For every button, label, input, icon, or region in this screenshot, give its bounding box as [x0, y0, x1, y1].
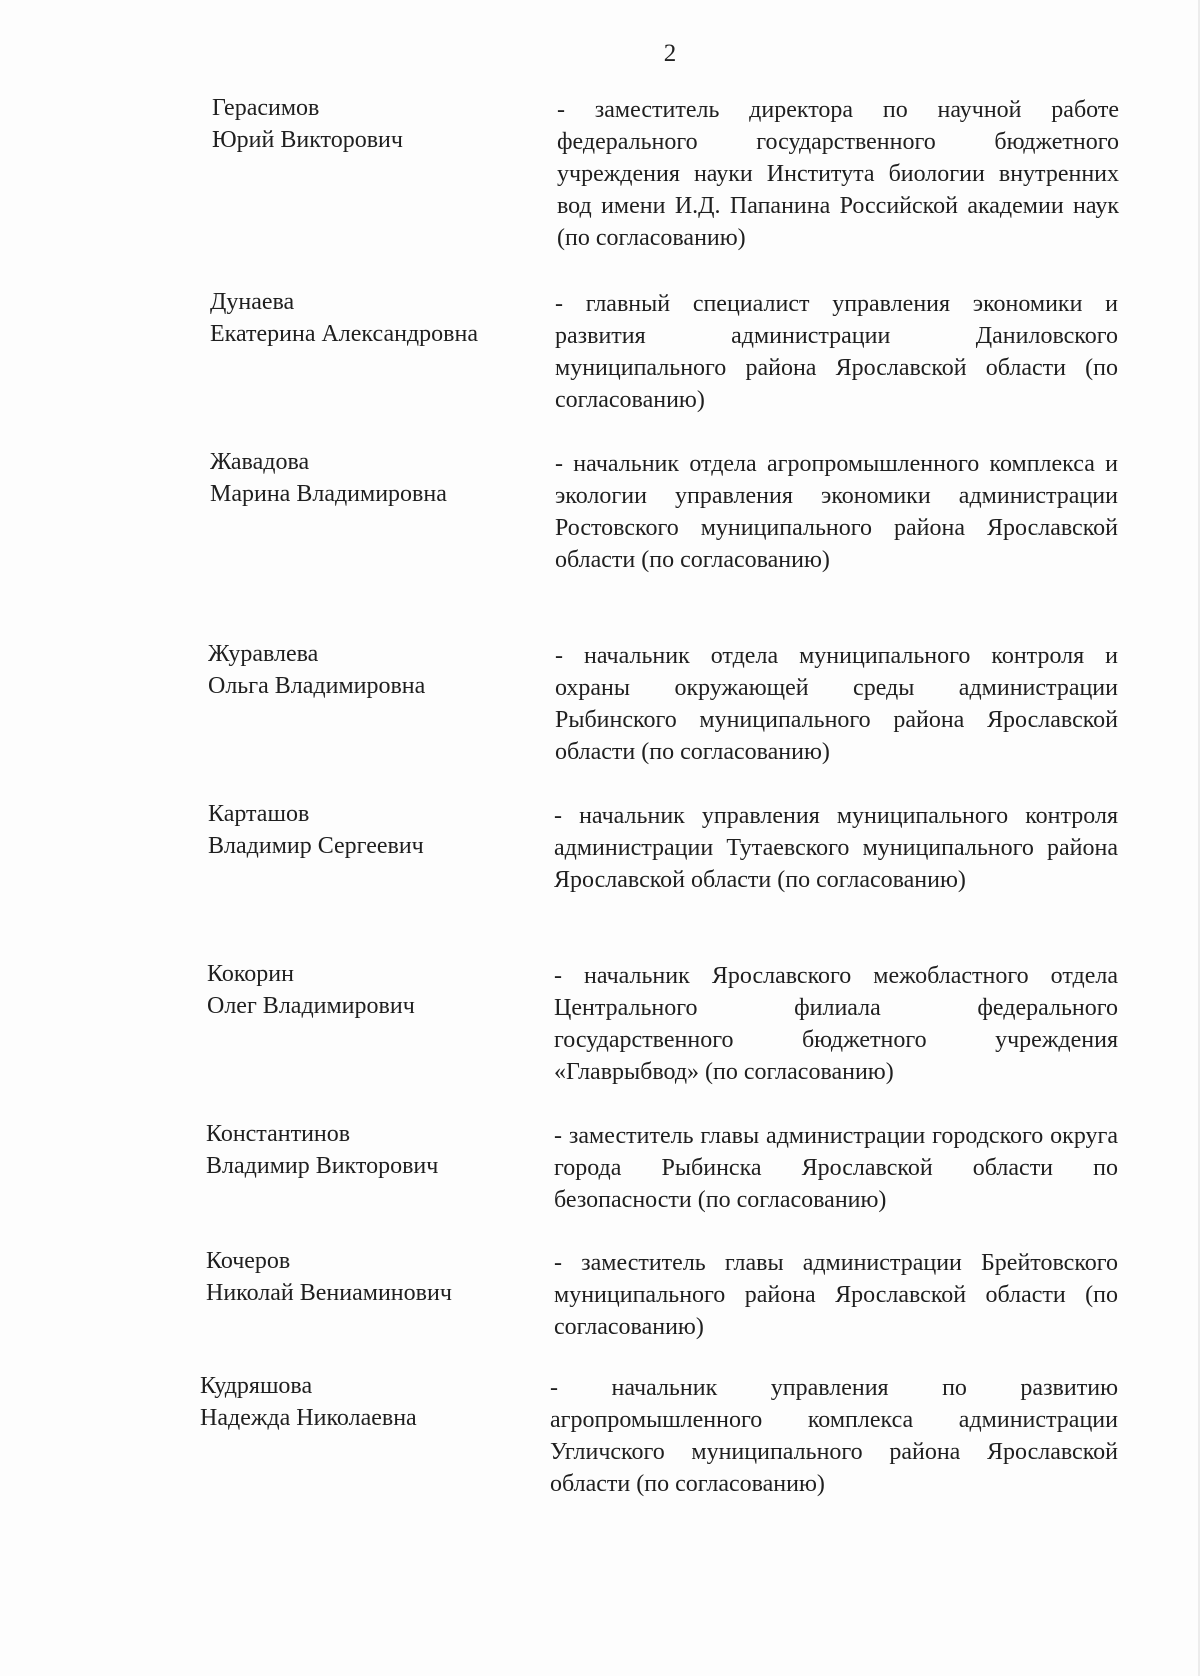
member-name [207, 958, 415, 1022]
member-given-names: Ольга Владимировна [208, 673, 426, 699]
member-surname: Константинов [206, 1121, 351, 1147]
member-position: - заместитель главы администрации Брейтовского муниципального района Ярославской области (по согласованию) [554, 1250, 1118, 1340]
member-surname: Дунаева [210, 289, 295, 315]
member-name [206, 1118, 438, 1182]
member-surname: Кочеров [206, 1248, 291, 1274]
member-position: - главный специалист управления экономики и развития администрации Даниловского муниципального района Ярославской области (по согласованию) [555, 291, 1118, 413]
member-name [200, 1370, 417, 1434]
page-number: 2 [663, 40, 677, 67]
member-given-names: Владимир Викторович [206, 1153, 439, 1179]
member-surname: Кокорин [207, 961, 294, 987]
member-name [208, 798, 424, 862]
member-position: - начальник отдела муниципального контроля и охраны окружающей среды администрации Рыбинского муниципального района Ярославской области (по согласованию) [555, 643, 1118, 765]
member-name [210, 446, 447, 510]
member-name [206, 1245, 452, 1309]
member-given-names: Олег Владимирович [207, 993, 415, 1019]
member-position: - начальник управления муниципального контроля администрации Тутаевского муниципального района Ярославской области (по согласованию) [554, 803, 1118, 893]
member-given-names: Надежда Николаевна [200, 1405, 417, 1431]
member-given-names: Марина Владимировна [210, 481, 447, 507]
member-name [208, 638, 425, 702]
member-given-names: Николай Вениаминович [206, 1280, 452, 1306]
member-position: - начальник отдела агропромышленного комплекса и экологии управления экономики администрации Ростовского муниципального района Ярославской области (по согласованию) [555, 451, 1118, 573]
member-position: - заместитель директора по научной работе федерального государственного бюджетного учреждения науки Института биологии внутренних вод имени И.Д. Папанина Российской академии наук (по согласованию) [557, 97, 1119, 251]
member-surname: Журавлева [208, 641, 319, 667]
member-surname: Жавадова [210, 449, 310, 475]
member-surname: Кудряшова [200, 1373, 313, 1399]
member-given-names: Юрий Викторович [212, 127, 403, 153]
member-position: - начальник Ярославского межобластного отдела Центрального филиала федерального государственного бюджетного учреждения «Главрыбвод» (по согласованию) [554, 963, 1118, 1085]
member-name [210, 286, 478, 350]
member-given-names: Владимир Сергеевич [208, 833, 424, 859]
member-surname: Карташов [208, 801, 310, 827]
member-position: - начальник управления по развитию агропромышленного комплекса администрации Угличского муниципального района Ярославской области (по согласованию) [550, 1375, 1118, 1497]
member-surname: Герасимов [212, 95, 320, 121]
member-given-names: Екатерина Александровна [210, 321, 478, 347]
member-position: - заместитель главы администрации городского округа города Рыбинска Ярославской области по безопасности (по согласованию) [554, 1123, 1118, 1213]
member-name [212, 92, 403, 156]
